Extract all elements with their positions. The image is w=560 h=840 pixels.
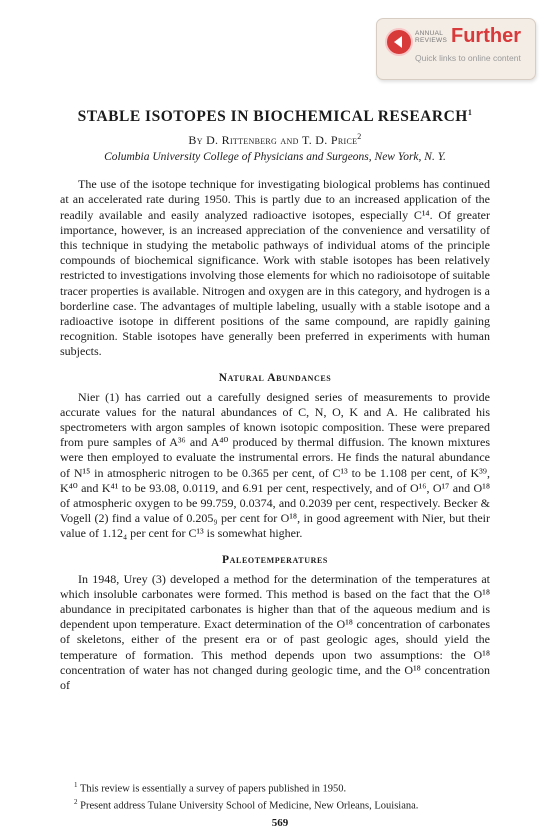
play-arrow-icon (385, 28, 413, 56)
by-label: By (188, 133, 203, 148)
footnotes (60, 779, 490, 812)
title-footnote-mark: 1 (467, 108, 473, 117)
paragraph-paleotemperatures: In 1948, Urey (3) developed a method for the determination of the temperatures at which insoluble carbonates were formed. This method is based on the fact that the O¹⁸ abundance in precipitated carbonates is higher than that of the aqueous medium and is dependent upon temperature. Exact determination of the O¹⁸ concentration of carbonates of skeletons, either of the present era or of past geologic ages, should yield the temperature of formation. This method depends upon two assumptions: the O¹⁸ concentration of water has not changed during geologic time, and the O¹⁸ concentration of (60, 571, 490, 693)
further-badge[interactable] (376, 18, 536, 80)
paragraph-natural-abundances: Nier (1) has carried out a carefully designed series of measurements to provide accurate values for the natural abundances of C, N, O, K and A. He calibrated his spectrometers with argon samples of known isotopic composition. These were prepared from pure samples of A³⁶ and A⁴⁰ produced by thermal diffusion. The known mixtures were then employed to evaluate the instrumental errors. He finds the natural abundance of N¹⁵ in atmospheric nitrogen to be 0.365 per cent, of C¹³ to be 1.108 per cent, of K³⁹, K⁴⁰ and K⁴¹ to be 93.08, 0.0119, and 6.91 per cent, respectively, and of O¹⁶, O¹⁷ and O¹⁸ of atmospheric oxygen to be 99.759, 0.0374, and 0.2039 per cent, respectively. Becker & Vogell (2) find a value of 0.205₉ per cent for O¹⁸, in good agreement with Nier, but their value of 1.12₄ per cent for C¹³ is somewhat higher. (60, 389, 490, 541)
author-footnote-mark: 2 (357, 132, 362, 142)
author-name: D. Rittenberg (206, 133, 278, 148)
article-title: STABLE ISOTOPES IN BIOCHEMICAL RESEARCH$^1$ (77, 108, 473, 126)
affiliation: Columbia University College of Physicians and Surgeons, New York, N. Y. (104, 151, 446, 164)
article-body (60, 108, 490, 693)
and-label: and (280, 133, 299, 148)
further-label: Further (451, 25, 521, 47)
section-heading-natural-abundances: Natural Abundances (218, 371, 332, 384)
author-line (60, 132, 490, 148)
further-subtitle: Quick links to online content (415, 53, 521, 63)
annual-reviews-logo-text: ANNUAL REVIEWS (415, 30, 448, 44)
footnote-2: $^2$ Present address Tulane University School of Medicine, New Orleans, Louisiana. (74, 797, 419, 811)
intro-paragraph: The use of the isotope technique for investigating biological problems has continued at an accelerated rate during 1950. This is partly due to an increased application of the readily available and easily analyzed radioactive isotopes, especially C¹⁴. Of greater importance, however, is an increased appreciation of the convenience and versatility of this technique in studying the metabolic pathways of individual atoms of the principle compounds of biochemical significance. Work with stable isotopes has been relatively restricted to investigations involving those elements for which no radioisotope of suitable tracer properties is available. Nitrogen and oxygen are in this category, and hydrogen is a borderline case. The advantages of multiple labeling, usually with a stable isotope and a radioactive isotope in different positions of the same compound, are rapidly gaining recognition. Stable isotopes have generally been preferred in experiments with human subjects. (60, 177, 490, 359)
section-heading-paleotemperatures: Paleotemperatures (222, 553, 328, 566)
author-name: T. D. Price (301, 133, 358, 148)
page-number: 569 (271, 817, 289, 829)
footnote-1: $^1$ This review is essentially a survey of papers published in 1950. (74, 781, 347, 795)
